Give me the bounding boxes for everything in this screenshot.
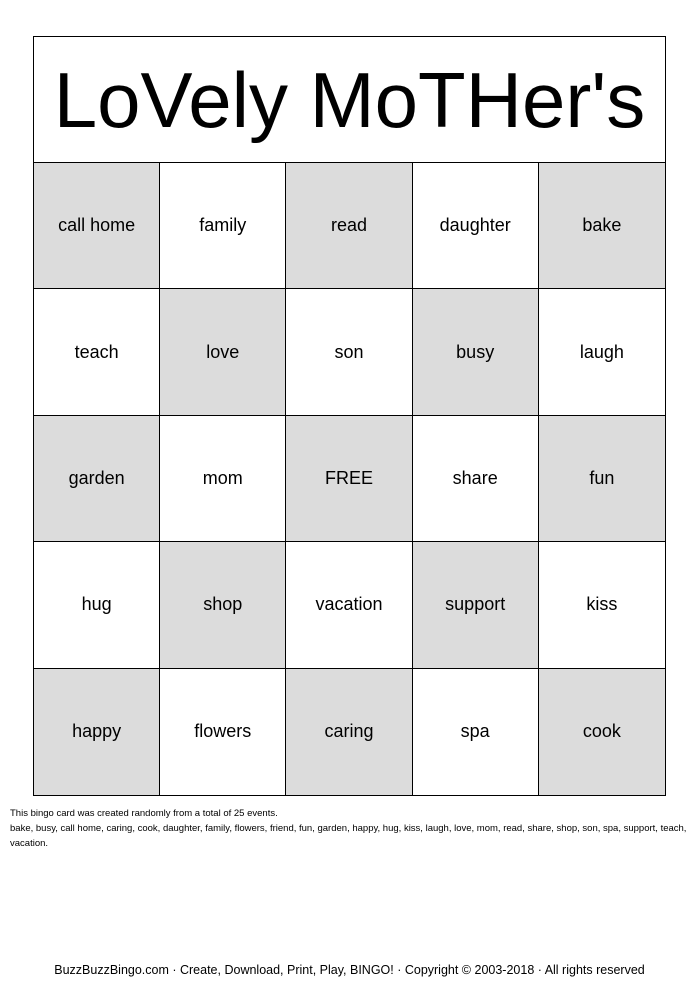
bingo-cell: fun [539,416,665,542]
card-title: LoVely MoTHer's [34,37,665,163]
bingo-cell: support [413,542,539,668]
bingo-cell: share [413,416,539,542]
note-word-list: bake, busy, call home, caring, cook, daughter, family, flowers, friend, fun, garden, happy, hug, kiss, laugh, love, mom, read, share, shop, son, spa, support, teach, vacation. [10,823,687,849]
bingo-cell: vacation [286,542,412,668]
bingo-grid [34,163,665,795]
bingo-card [33,36,666,796]
bingo-cell: read [286,163,412,289]
bingo-cell: spa [413,669,539,795]
bingo-cell: teach [34,289,160,415]
site-footer: BuzzBuzzBingo.com · Create, Download, Print, Play, BINGO! · Copyright © 2003-2018 · All rights reserved [54,963,645,977]
card-note [10,806,690,851]
bingo-cell: love [160,289,286,415]
bingo-cell: FREE [286,416,412,542]
bingo-cell: bake [539,163,665,289]
bingo-cell: laugh [539,289,665,415]
bingo-cell: busy [413,289,539,415]
note-summary: This bingo card was created randomly from a total of 25 events. [10,808,278,819]
bingo-cell: flowers [160,669,286,795]
bingo-cell: garden [34,416,160,542]
bingo-cell: happy [34,669,160,795]
bingo-cell: son [286,289,412,415]
bingo-cell: call home [34,163,160,289]
bingo-cell: caring [286,669,412,795]
bingo-cell: hug [34,542,160,668]
bingo-cell: mom [160,416,286,542]
bingo-cell: kiss [539,542,665,668]
bingo-cell: shop [160,542,286,668]
bingo-cell: daughter [413,163,539,289]
bingo-cell: cook [539,669,665,795]
bingo-cell: family [160,163,286,289]
